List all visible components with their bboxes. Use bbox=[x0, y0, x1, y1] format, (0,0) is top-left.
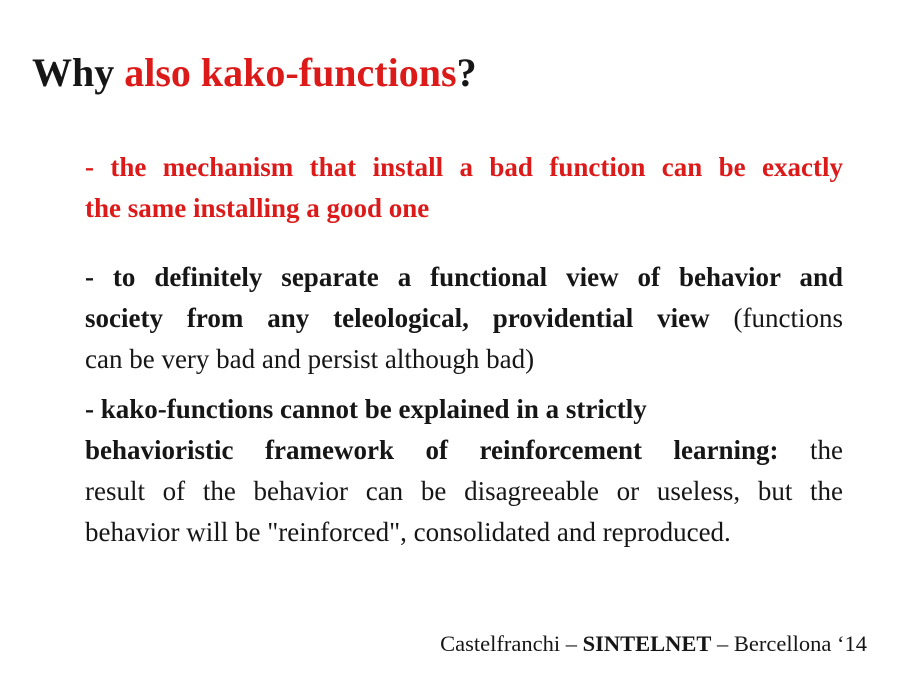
text-segment: - the mechanism that install a bad function can be exactly bbox=[85, 152, 843, 182]
text-segment: the bbox=[778, 435, 843, 465]
slide-body bbox=[85, 147, 843, 553]
text-segment: - kako-functions cannot be explained in a strictly bbox=[85, 394, 647, 424]
text-segment: behavioristic framework of reinforcement learning: bbox=[85, 435, 779, 465]
text-segment: behavior will be "reinforced", consolidated and reproduced. bbox=[85, 517, 731, 547]
text-segment: also kako-functions bbox=[124, 50, 457, 95]
body-line bbox=[85, 147, 843, 188]
bullet-kako-functions-reinforcement bbox=[85, 389, 843, 553]
text-segment: SINTELNET bbox=[582, 631, 712, 656]
text-segment: – Bercellona ‘14 bbox=[711, 631, 867, 656]
body-line bbox=[85, 339, 843, 380]
text-segment: can be very bad and persist although bad) bbox=[85, 344, 535, 374]
body-line bbox=[85, 298, 843, 339]
slide-footer-credit bbox=[440, 630, 867, 658]
text-segment: result of the behavior can be disagreeable or useless, but the bbox=[85, 476, 843, 506]
body-line bbox=[85, 512, 843, 553]
text-segment: the same installing a good one bbox=[85, 193, 430, 223]
body-line bbox=[85, 389, 843, 430]
body-line bbox=[85, 430, 843, 471]
text-segment: society from any teleological, providential view bbox=[85, 303, 710, 333]
bullet-bad-function-mechanism bbox=[85, 147, 843, 229]
text-segment: (functions bbox=[709, 303, 843, 333]
text-segment: Castelfranchi – bbox=[440, 631, 583, 656]
body-line bbox=[85, 257, 843, 298]
slide-title bbox=[32, 50, 477, 96]
text-segment: - to definitely separate a functional view of behavior and bbox=[85, 262, 843, 292]
text-segment: ? bbox=[456, 50, 477, 95]
text-segment: Why bbox=[32, 50, 125, 95]
body-line bbox=[85, 471, 843, 512]
body-line bbox=[85, 188, 843, 229]
bullet-functional-view bbox=[85, 257, 843, 380]
